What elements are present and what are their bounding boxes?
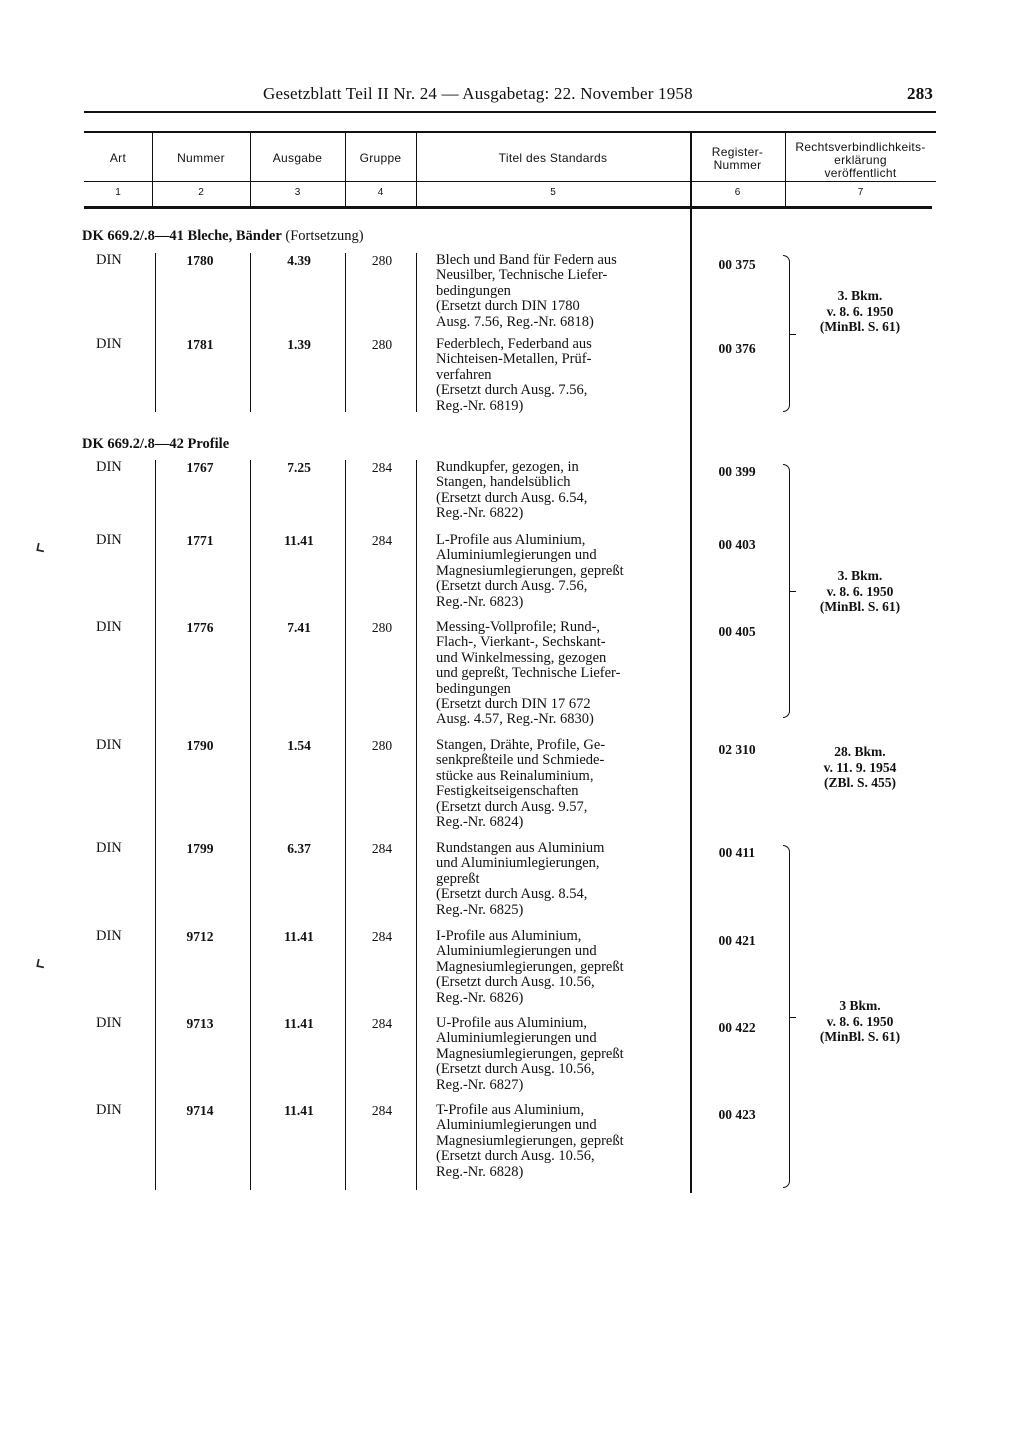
row-title (436, 620, 686, 728)
column-header-line: veröffentlicht (824, 166, 897, 180)
row-register-number: 00 375 (718, 257, 756, 272)
column-number-rule (84, 181, 936, 182)
row-title-line: Aluminiumlegierungen und (436, 547, 597, 564)
row-nummer: 1799 (186, 841, 214, 856)
declaration (790, 744, 930, 791)
row-title-line: (Ersetzt durch Ausg. 10.56, (436, 1061, 595, 1078)
row-gruppe: 284 (371, 841, 393, 856)
row-title-line: Festigkeitseigenschaften (436, 783, 579, 800)
row-art: DIN (96, 532, 122, 548)
row-art: DIN (96, 619, 122, 635)
column-header: Art (109, 151, 127, 165)
row-title-line: Ausg. 4.57, Reg.-Nr. 6830) (436, 711, 594, 728)
row-title-line: Rundkupfer, gezogen, in (436, 459, 579, 475)
column-header-line: Rechtsverbindlichkeits- (795, 140, 926, 154)
row-ausgabe: 4.39 (287, 253, 311, 268)
row-title-line: Magnesiumlegierungen, gepreßt (436, 1132, 624, 1149)
row-nummer: 1781 (186, 337, 214, 352)
column-index: 4 (377, 187, 384, 198)
row-art: DIN (96, 252, 122, 268)
row-nummer: 1790 (186, 738, 214, 753)
row-title-line: Neusilber, Technische Liefer- (436, 267, 608, 284)
group-brace (783, 464, 790, 718)
row-title-line: verfahren (436, 366, 492, 383)
declaration (790, 568, 930, 615)
group-brace (783, 255, 790, 412)
row-title-line: Reg.-Nr. 6825) (436, 901, 524, 918)
row-title-line: Reg.-Nr. 6823) (436, 593, 524, 610)
body-col-divider (345, 253, 346, 412)
section-heading-bold: DK 669.2/.8—42 Profile (82, 436, 230, 452)
row-register-number: 02 310 (718, 742, 756, 757)
row-title-line: Aluminiumlegierungen und (436, 1030, 597, 1047)
row-title-line: U-Profile aus Aluminium, (436, 1015, 588, 1031)
row-ausgabe: 1.54 (287, 738, 311, 753)
body-col-divider (155, 253, 156, 412)
row-gruppe: 284 (371, 1103, 393, 1118)
row-ausgabe: 6.37 (287, 841, 311, 856)
row-title-line: (Ersetzt durch Ausg. 10.56, (436, 974, 595, 991)
row-register-number: 00 411 (718, 845, 756, 860)
row-title-line: (Ersetzt durch DIN 17 672 (436, 696, 591, 713)
row-nummer: 1771 (186, 533, 214, 548)
row-register-number: 00 422 (718, 1020, 756, 1035)
column-header-line: erklärung (834, 153, 887, 167)
declaration-line: (ZBl. S. 455) (823, 775, 896, 790)
row-title (436, 1103, 686, 1180)
column-index: 3 (294, 187, 301, 198)
row-title (436, 460, 686, 522)
row-title-line: Flach-, Vierkant-, Sechskant- (436, 634, 606, 651)
row-title-line: Reg.-Nr. 6819) (436, 397, 524, 414)
row-register-number: 00 405 (718, 624, 756, 639)
row-title-line: Magnesiumlegierungen, gepreßt (436, 562, 624, 579)
row-title (436, 253, 686, 330)
table-top-rule (84, 131, 936, 133)
row-title-line: Reg.-Nr. 6828) (436, 1163, 524, 1180)
row-register-number: 00 423 (718, 1107, 756, 1122)
row-art: DIN (96, 1015, 122, 1031)
row-title-line: gepreßt (436, 870, 480, 887)
body-col-divider (416, 460, 417, 1190)
column-index: 2 (198, 187, 204, 198)
row-register-number: 00 376 (718, 341, 756, 356)
row-art: DIN (96, 1102, 122, 1118)
row-ausgabe: 1.39 (287, 337, 311, 352)
row-art: DIN (96, 928, 122, 944)
column-header: Titel des Standards (498, 151, 608, 165)
row-title-line: und Aluminiumlegierungen, (436, 855, 600, 872)
column-header: Gruppe (359, 151, 402, 165)
row-title-line: senkpreßteile und Schmiede- (436, 752, 605, 769)
row-art: DIN (96, 459, 122, 475)
column-index: 7 (857, 187, 864, 198)
row-gruppe: 284 (371, 533, 393, 548)
row-title-line: Federblech, Federband aus (436, 336, 592, 352)
row-ausgabe: 7.41 (287, 620, 311, 635)
declaration-line: v. 8. 6. 1950 (826, 583, 894, 599)
row-title (436, 738, 686, 830)
row-title (436, 337, 686, 414)
row-title-line: I-Profile aus Aluminium, (436, 928, 582, 944)
row-title-line: Magnesiumlegierungen, gepreßt (436, 1045, 624, 1062)
column-header-line: Nummer (713, 158, 762, 172)
row-art: DIN (96, 737, 122, 753)
row-ausgabe: 11.41 (284, 1103, 314, 1118)
row-gruppe: 284 (371, 1016, 393, 1031)
row-ausgabe: 11.41 (284, 929, 314, 944)
declaration-line: 28. Bkm. (834, 744, 886, 759)
row-nummer: 1776 (186, 620, 214, 635)
row-title-line: Stangen, handelsüblich (436, 474, 571, 491)
section-heading-note: (Fortsetzung) (281, 228, 364, 244)
column-index: 1 (115, 187, 121, 198)
body-col-divider (250, 460, 251, 1190)
row-title-line: (Ersetzt durch Ausg. 9.57, (436, 798, 588, 815)
row-title-line: (Ersetzt durch Ausg. 7.56, (436, 382, 588, 399)
declaration-line: (MinBl. S. 61) (819, 319, 901, 334)
body-col-divider (345, 460, 346, 1190)
row-title-line: Magnesiumlegierungen, gepreßt (436, 958, 624, 975)
row-title-line: Blech und Band für Federn aus (436, 252, 617, 268)
declaration (790, 288, 930, 335)
row-nummer: 9713 (186, 1016, 214, 1031)
declaration-line: v. 8. 6. 1950 (826, 303, 894, 319)
row-title-line: bedingungen (436, 282, 511, 299)
column-index: 6 (734, 187, 741, 198)
row-gruppe: 280 (371, 738, 393, 753)
row-nummer: 9714 (186, 1103, 214, 1118)
row-title-line: (Ersetzt durch Ausg. 6.54, (436, 489, 588, 506)
row-title-line: Reg.-Nr. 6826) (436, 989, 524, 1006)
row-title-line: T-Profile aus Aluminium, (436, 1102, 585, 1118)
table-header-bottom-rule (84, 206, 932, 209)
declaration-line: 3 Bkm. (839, 998, 881, 1013)
row-register-number: 00 421 (718, 933, 756, 948)
group-brace (783, 845, 790, 1188)
row-gruppe: 280 (371, 337, 393, 352)
row-title (436, 841, 686, 918)
page-number: 283 (907, 84, 934, 103)
row-title-line: Stangen, Drähte, Profile, Ge- (436, 737, 606, 753)
row-title-line: (Ersetzt durch Ausg. 7.56, (436, 578, 588, 595)
section-heading (82, 228, 364, 245)
row-title-line: Reg.-Nr. 6822) (436, 505, 524, 522)
body-col-divider (416, 253, 417, 412)
row-nummer: 1767 (186, 460, 214, 475)
row-gruppe: 280 (371, 620, 393, 635)
row-title (436, 533, 686, 610)
row-art: DIN (96, 336, 122, 352)
row-title-line: stücke aus Reinaluminium, (436, 767, 594, 784)
margin-check-mark: ⌞ (33, 529, 50, 557)
declaration-line: v. 8. 6. 1950 (826, 1013, 894, 1029)
col-divider-5 (690, 133, 692, 1193)
row-ausgabe: 7.25 (287, 460, 311, 475)
margin-check-mark: ⌞ (33, 945, 50, 973)
header-rule (84, 111, 936, 113)
running-title: Gesetzblatt Teil II Nr. 24 — Ausgabetag: 22. November 1958 (263, 84, 693, 103)
row-nummer: 1780 (186, 253, 214, 268)
row-title-line: Messing-Vollprofile; Rund-, (436, 619, 601, 635)
row-title-line: und gepreßt, Technische Liefer- (436, 665, 621, 682)
row-title-line: L-Profile aus Aluminium, (436, 532, 586, 548)
row-title-line: bedingungen (436, 680, 511, 697)
declaration-line: v. 11. 9. 1954 (823, 759, 897, 775)
row-title (436, 929, 686, 1006)
declaration-line: 3. Bkm. (837, 568, 883, 583)
row-title (436, 1016, 686, 1093)
row-title-line: Reg.-Nr. 6827) (436, 1076, 524, 1093)
declaration-line: (MinBl. S. 61) (819, 599, 901, 614)
row-title-line: Rundstangen aus Aluminium (436, 840, 605, 856)
body-col-divider (250, 253, 251, 412)
declaration-line: 3. Bkm. (837, 288, 883, 303)
column-index: 5 (550, 187, 556, 198)
row-gruppe: 280 (371, 253, 393, 268)
row-title-line: Ausg. 7.56, Reg.-Nr. 6818) (436, 313, 594, 330)
row-ausgabe: 11.41 (284, 533, 314, 548)
row-title-line: Aluminiumlegierungen und (436, 1117, 597, 1134)
row-title-line: und Winkelmessing, gezogen (436, 649, 607, 666)
column-header: Ausgabe (272, 151, 323, 165)
section-heading-bold: DK 669.2/.8—41 Bleche, Bänder (82, 228, 282, 244)
row-title-line: (Ersetzt durch Ausg. 8.54, (436, 886, 588, 903)
row-nummer: 9712 (186, 929, 214, 944)
row-gruppe: 284 (371, 460, 393, 475)
row-title-line: (Ersetzt durch Ausg. 10.56, (436, 1148, 595, 1165)
column-header (785, 141, 936, 180)
column-header: Nummer (177, 151, 225, 165)
row-title-line: Nichteisen-Metallen, Prüf- (436, 351, 592, 368)
row-ausgabe: 11.41 (284, 1016, 314, 1031)
row-register-number: 00 399 (718, 464, 756, 479)
row-title-line: (Ersetzt durch DIN 1780 (436, 298, 580, 315)
column-header (690, 146, 785, 172)
body-col-divider (155, 460, 156, 1190)
row-title-line: Reg.-Nr. 6824) (436, 814, 524, 831)
declaration-line: (MinBl. S. 61) (819, 1029, 901, 1044)
row-title-line: Aluminiumlegierungen und (436, 943, 597, 960)
declaration (790, 998, 930, 1045)
column-header-line: Register- (711, 145, 764, 159)
row-gruppe: 284 (371, 929, 393, 944)
section-heading (82, 436, 229, 453)
row-register-number: 00 403 (718, 537, 756, 552)
row-art: DIN (96, 840, 122, 856)
